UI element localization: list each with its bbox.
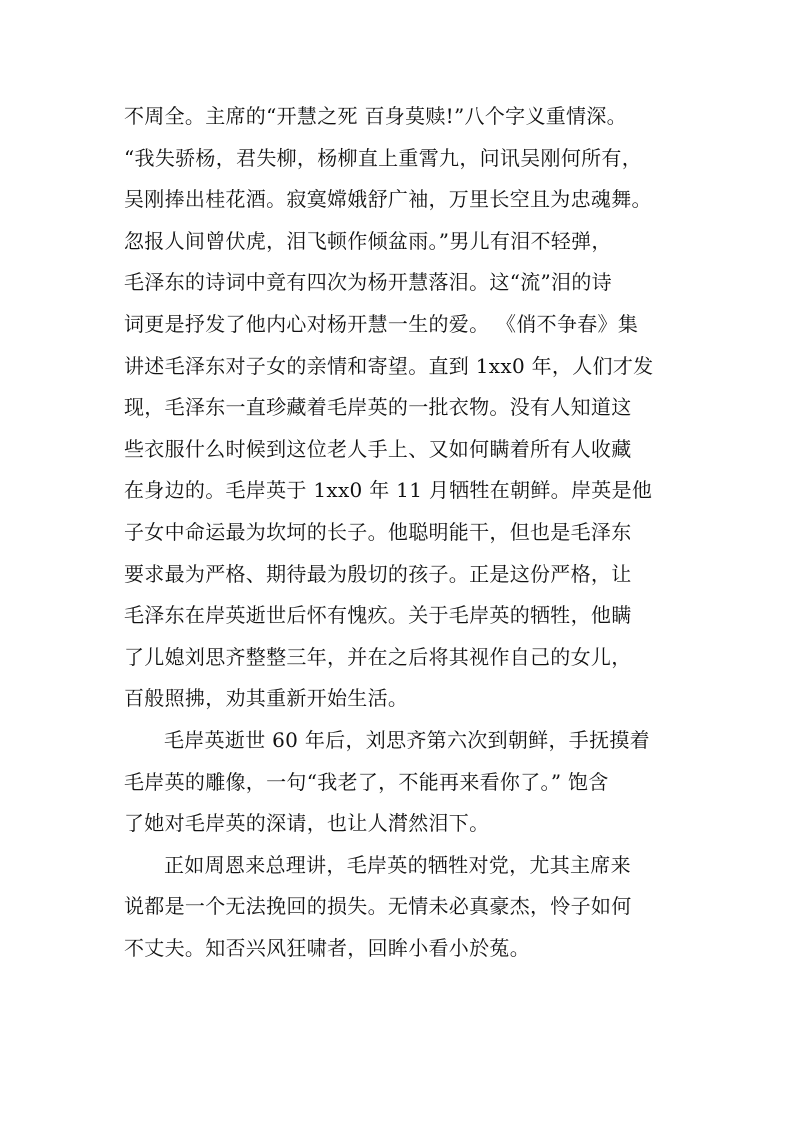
text-line: 在身边的。毛岸英于 1xx0 年 11 月牺牲在朝鲜。岸英是他 — [124, 478, 653, 503]
text-line: 不丈夫。知否兴风狂啸者，回眸小看小於菟。 — [124, 935, 530, 960]
text-line: 讲述毛泽东对子女的亲情和寄望。直到 1xx0 年，人们才发 — [124, 353, 654, 378]
text-line: 了儿媳刘思齐整整三年，并在之后将其视作自己的女儿， — [124, 644, 632, 669]
body-text — [124, 96, 676, 969]
text-line: 忽报人间曾伏虎，泪飞顿作倾盆雨。”男儿有泪不轻弹， — [124, 228, 612, 253]
text-line: 毛岸英的雕像，一句“我老了，不能再来看你了。” 饱含 — [124, 769, 609, 794]
text-line: 毛泽东的诗词中竟有四次为杨开慧落泪。这“流”泪的诗 — [124, 270, 612, 295]
text-line: 说都是一个无法挽回的损失。无情未必真豪杰，怜子如何 — [124, 894, 632, 919]
text-line: 现，毛泽东一直珍藏着毛岸英的一批衣物。没有人知道这 — [124, 395, 632, 420]
text-line: 正如周恩来总理讲，毛岸英的牺牲对党，尤其主席来 — [164, 852, 631, 877]
text-line: 毛岸英逝世 60 年后，刘思齐第六次到朝鲜，手抚摸着 — [164, 727, 650, 752]
text-line: 不周全。主席的“开慧之死 百身莫赎!”八个字义重情深。 — [124, 104, 627, 128]
text-line: 要求最为严格、期待最为殷切的孩子。正是这份严格，让 — [124, 561, 632, 586]
text-line: 子女中命运最为坎坷的长子。他聪明能干，但也是毛泽东 — [124, 519, 632, 544]
text-line: 毛泽东在岸英逝世后怀有愧疚。关于毛岸英的牺牲，他瞒 — [124, 603, 632, 628]
text-line: 百般照拂，劝其重新开始生活。 — [124, 686, 409, 711]
text-line: “我失骄杨，君失柳，杨柳直上重霄九，问讯吴刚何所有， — [124, 145, 643, 170]
text-line: 词更是抒发了他内心对杨开慧一生的爱。 《俏不争春》集 — [124, 311, 639, 336]
text-line: 了她对毛岸英的深请，也让人潸然泪下。 — [124, 811, 490, 836]
text-line: 些衣服什么时候到这位老人手上、又如何瞒着所有人收藏 — [124, 436, 632, 461]
text-line: 吴刚捧出桂花酒。寂寞嫦娥舒广袖，万里长空且为忠魂舞。 — [124, 187, 652, 212]
